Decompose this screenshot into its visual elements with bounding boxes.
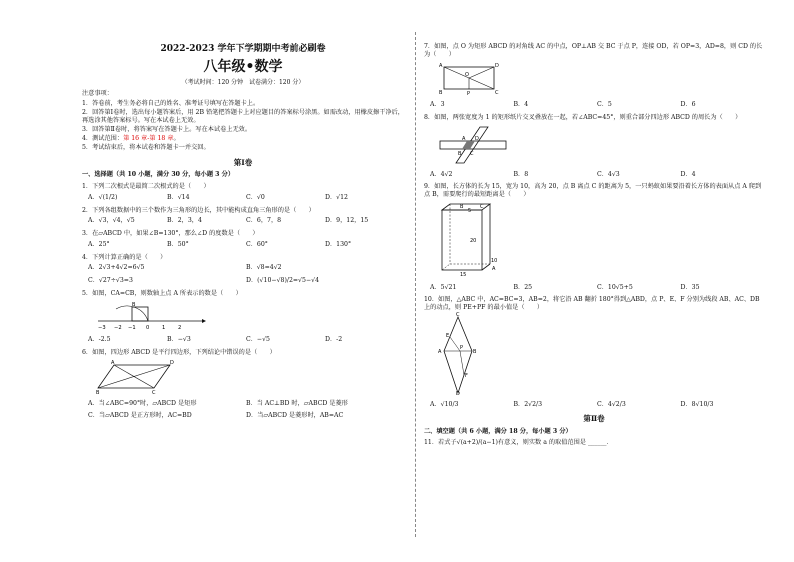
option-c: C．6，7，8: [246, 217, 282, 225]
option-c: C．√27÷√3=3: [88, 277, 133, 285]
svg-text:C: C: [495, 89, 499, 96]
svg-text:D: D: [456, 390, 460, 397]
svg-text:A: A: [439, 62, 443, 69]
svg-text:D: D: [475, 135, 479, 142]
svg-text:B: B: [96, 389, 100, 396]
width-label: 10: [491, 257, 498, 264]
question-stem: 9．如图，长方体的长为 15，宽为 10，高为 20，点 B 离点 C 的距离为 5，一只蚂蚁如果要沿着长方体的表面从点 A 爬到点 B，需要爬行的最短距离是（ ）: [424, 183, 762, 198]
svg-text:B: B: [132, 301, 136, 308]
note-prefix: 4．测试范围：: [82, 135, 124, 142]
option-a: A．2√3+4√2=6√5: [88, 264, 145, 272]
options: [430, 284, 764, 292]
option-d: D．√12: [325, 193, 348, 201]
note-item: 5．考试结束后，将本试卷和答题卡一并交回。: [82, 144, 210, 152]
option-b: B．4: [513, 101, 529, 109]
option-d: D．9，12，15: [325, 217, 369, 225]
tick-label: −1: [128, 324, 136, 331]
option-c: C．√0: [246, 193, 265, 201]
exam-meta: （考试时间：120 分钟 试卷满分：120 分）: [181, 78, 305, 86]
question-stem: 4．下列计算正确的是（ ）: [82, 253, 167, 261]
svg-text:C: C: [480, 203, 484, 210]
question-stem: 10．如图，△ABC 中，AC=BC=3，AB=2，将它沿 AB 翻折 180°得到△ABD，点 P、E、F 分别为线段 AB、AC、DB 上的动点，则 PE+PF 的最小值是（ ）: [424, 296, 760, 311]
question-stem: 3．在▱ABCD 中，如果∠B=130°，那么∠D 的度数是（ ）: [82, 230, 259, 238]
notes: [82, 90, 404, 152]
options: [88, 264, 404, 272]
svg-text:B: B: [439, 89, 443, 96]
options: [88, 241, 404, 249]
option-a: A．25°: [88, 240, 110, 248]
notes-heading: 注意事项：: [82, 90, 113, 98]
exam-title: 2022-2023 学年下学期期中考前必刷卷: [160, 44, 326, 54]
rectangle-svg: [438, 62, 498, 96]
option-d: D．-2: [325, 336, 343, 344]
tick-label: −3: [98, 324, 106, 331]
svg-text:C: C: [456, 311, 460, 318]
parallelogram-figure: [96, 360, 404, 397]
right-column: [424, 40, 764, 450]
option-a: A．5√21: [430, 283, 457, 291]
svg-text:E: E: [446, 332, 450, 339]
option-c: C．10√5+5: [597, 283, 633, 291]
option-d: D．(√10−√8)/2=√5−√4: [246, 277, 320, 285]
options: [88, 336, 404, 344]
numberline-figure: [96, 301, 404, 334]
option-d: D．8√10/3: [680, 400, 714, 408]
option-a: A．-2.5: [88, 336, 111, 344]
option-c: C．60°: [246, 240, 268, 248]
option-a: A．3: [430, 101, 445, 109]
option-c: C．5: [597, 101, 612, 109]
svg-text:A: A: [111, 359, 115, 366]
option-c: C．当▱ABCD 是正方形时，AC=BD: [88, 412, 192, 420]
option-a: A．√(1/2): [88, 193, 118, 201]
left-column: [82, 30, 404, 425]
distance-label: 5: [468, 207, 472, 214]
options: [88, 277, 404, 285]
option-d: D．当▱ABCD 是菱形时，AB=AC: [246, 412, 344, 420]
question-stem: 6．如图，四边形 ABCD 是平行四边形，下列结论中错误的是（ ）: [82, 349, 276, 357]
option-d: D．130°: [325, 240, 352, 248]
options: [88, 400, 404, 408]
options: [88, 412, 404, 420]
crossed-strips-figure: [438, 125, 764, 168]
option-b: B．√14: [167, 193, 190, 201]
note-suffix: 。: [173, 135, 180, 142]
option-b: B．2√2/3: [513, 400, 543, 408]
question-stem: 1．下列二次根式是最简二次根式的是（ ）: [82, 183, 210, 191]
tick-label: −2: [114, 324, 122, 331]
svg-text:A: A: [462, 135, 466, 142]
svg-text:P: P: [460, 344, 464, 351]
section-title: 一、选择题（共 10 小题，满分 30 分，每小题 3 分）: [82, 171, 235, 179]
tick-label: 2: [178, 324, 182, 331]
part1-title: 第Ⅰ卷: [233, 158, 253, 167]
note-item: [82, 135, 404, 143]
option-d: D．6: [680, 101, 696, 109]
option-c: C．4√3: [597, 170, 620, 178]
svg-text:B: B: [460, 203, 464, 210]
option-a: A．当∠ABC=90°时，▱ABCD 是矩形: [88, 399, 197, 407]
option-c: C．4√2/3: [597, 400, 626, 408]
rectangle-figure: [438, 62, 764, 99]
options: [88, 194, 404, 202]
question-stem: 2．下列各组数据中的三个数作为三角形的边长，其中能构成直角三角形的是（ ）: [82, 206, 315, 214]
parallelogram-svg: [96, 360, 176, 394]
section-title: 二、填空题（共 6 小题，满分 18 分，每小题 3 分）: [424, 427, 572, 435]
question-stem: 8．如图，两张宽度为 1 的矩形纸片交叉叠放在一起，若∠ABC=45°，则重合部分四边形 ABCD 的周长为（ ）: [424, 114, 742, 121]
svg-text:A: A: [438, 348, 442, 355]
options: [430, 401, 764, 409]
option-a: A．√10/3: [430, 400, 459, 408]
option-b: B．50°: [167, 240, 189, 248]
part2-title: 第Ⅱ卷: [583, 414, 605, 424]
option-d: D．35: [680, 283, 700, 291]
option-d: D．4: [680, 170, 696, 178]
exam-subject: 八年级•数学: [203, 59, 283, 76]
svg-text:F: F: [465, 372, 468, 379]
rhombus-svg: [438, 311, 478, 397]
option-b: B．25: [513, 283, 533, 291]
option-b: B．8: [513, 170, 529, 178]
svg-text:B: B: [473, 348, 477, 355]
option-c: C．−√5: [246, 336, 270, 344]
option-b: B．2，3，4: [167, 217, 202, 225]
rhombus-figure: [438, 311, 764, 398]
question-stem: 11．若式子√(a+2)/(a−1)有意义，则实数 a 的取值范围是 ______．: [424, 439, 613, 447]
question-stem: 5．如图，CA=CB，则数轴上点 A 所表示的数是（ ）: [82, 289, 242, 297]
height-label: 20: [470, 237, 477, 244]
note-item: 2．回答第Ⅰ卷时，选出每小题答案后，用 2B 铅笔把答题卡上对应题目的答案标号涂黑。如需改动，用橡皮擦干净后，再选涂其他答案标号。写在本试卷上无效。: [82, 108, 404, 124]
option-b: B．√8=4√2: [246, 264, 282, 272]
numberline-svg: [96, 301, 206, 331]
svg-text:A: A: [492, 265, 496, 272]
svg-text:D: D: [495, 62, 499, 69]
question-stem: 7．如图，点 O 为矩形 ABCD 的对角线 AC 的中点，OP⊥AB 交 BC 于点 P，连接 OD，若 OP=3，AD=8，则 CD 的长为（ ）: [424, 43, 763, 58]
option-b: B．−√3: [167, 336, 191, 344]
options: [430, 101, 764, 109]
note-item: 1．答卷前，考生务必将自己的姓名、准考证号填写在答题卡上。: [82, 99, 260, 107]
options: [88, 217, 404, 225]
note-item: 3．回答第Ⅱ卷时，将答案写在答题卡上。写在本试卷上无效。: [82, 125, 252, 133]
option-a: A．4√2: [430, 170, 453, 178]
svg-text:B: B: [458, 150, 462, 157]
length-label: 15: [460, 271, 467, 278]
option-b: B．当 AC⊥BD 时，▱ABCD 是菱形: [246, 399, 348, 407]
option-a: A．√3，√4，√5: [88, 217, 135, 225]
tick-label: 1: [162, 324, 166, 331]
svg-text:C: C: [152, 389, 156, 396]
crossed-strips-svg: [438, 125, 508, 165]
cuboid-figure: [438, 202, 764, 281]
svg-text:O: O: [465, 71, 469, 78]
test-range: 第 16 章-第 18 章: [123, 135, 174, 142]
column-divider: [415, 32, 416, 537]
svg-text:P: P: [467, 90, 471, 97]
options: [430, 171, 764, 179]
tick-label: 0: [146, 324, 150, 331]
cuboid-svg: [438, 202, 498, 278]
svg-text:C: C: [470, 150, 474, 157]
svg-text:D: D: [170, 359, 174, 366]
